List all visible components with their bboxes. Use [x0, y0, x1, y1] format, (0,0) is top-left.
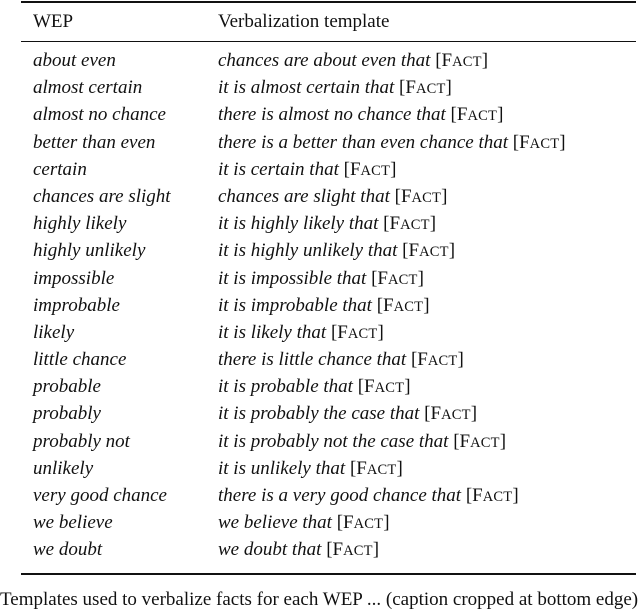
template-text: there is a better than even chance that: [218, 131, 509, 153]
fact-placeholder: [424, 403, 477, 424]
table-row: [21, 47, 636, 74]
table-body: [21, 47, 636, 564]
table-row: [21, 373, 636, 400]
template-cell: [218, 536, 379, 565]
fact-close-bracket: ]: [390, 158, 397, 180]
fact-placeholder: [331, 322, 384, 343]
fact-open-bracket: [: [399, 77, 406, 99]
fact-first-letter: F: [456, 104, 468, 126]
template-text: there is almost no chance that: [218, 104, 446, 126]
template-cell: [218, 210, 436, 239]
fact-first-letter: F: [349, 158, 361, 180]
fact-smallcaps: ACT: [419, 244, 449, 261]
fact-placeholder: [358, 376, 411, 397]
fact-placeholder: [337, 512, 390, 533]
template-cell: [218, 373, 411, 402]
fact-close-bracket: ]: [457, 349, 464, 371]
table-row: [21, 509, 636, 536]
template-cell: [218, 400, 477, 429]
fact-first-letter: F: [519, 131, 530, 153]
template-text: it is almost certain that: [218, 77, 395, 99]
template-text: chances are about even that: [218, 50, 431, 71]
table-row: [21, 482, 636, 509]
fact-placeholder: [344, 159, 397, 180]
fact-open-bracket: [: [326, 539, 333, 561]
fact-close-bracket: ]: [470, 403, 478, 425]
fact-close-bracket: ]: [404, 376, 411, 398]
table-header-rule: [21, 41, 636, 42]
wep-cell: probably: [33, 403, 101, 425]
wep-cell: better than even: [33, 131, 156, 153]
wep-cell: almost no chance: [33, 104, 166, 126]
template-cell: [218, 455, 403, 484]
fact-open-bracket: [: [435, 50, 442, 71]
fact-open-bracket: [: [336, 512, 344, 534]
template-text: it is probably the case that: [218, 403, 420, 425]
fact-close-bracket: ]: [481, 50, 489, 71]
fact-first-letter: F: [430, 403, 442, 425]
wep-cell: we believe: [33, 512, 113, 534]
fact-close-bracket: ]: [499, 430, 507, 452]
template-cell: [218, 265, 424, 294]
fact-close-bracket: ]: [497, 104, 504, 126]
fact-close-bracket: ]: [417, 267, 424, 289]
fact-first-letter: F: [405, 77, 416, 99]
fact-placeholder: [399, 77, 452, 98]
template-cell: [218, 47, 488, 76]
fact-placeholder: [383, 213, 436, 234]
fact-open-bracket: [: [512, 131, 520, 153]
fact-smallcaps: ACT: [360, 162, 391, 179]
wep-cell: chances are slight: [33, 185, 171, 207]
wep-cell: certain: [33, 158, 87, 180]
table-row: [21, 292, 636, 319]
template-text: it is highly likely that: [218, 213, 379, 235]
fact-open-bracket: [: [371, 267, 378, 289]
fact-close-bracket: ]: [423, 294, 430, 316]
fact-open-bracket: [: [453, 430, 460, 452]
wep-cell: likely: [33, 321, 75, 343]
wep-cell: little chance: [33, 349, 127, 371]
fact-smallcaps: ACT: [374, 380, 405, 397]
template-text: it is probably not the case that: [218, 430, 449, 452]
wep-cell: about even: [33, 50, 116, 71]
fact-open-bracket: [: [402, 240, 409, 262]
table-row: [21, 183, 636, 210]
fact-placeholder: [371, 268, 424, 289]
fact-smallcaps: ACT: [353, 516, 384, 533]
table-header-row: [21, 8, 636, 36]
fact-placeholder: [435, 50, 488, 71]
template-cell: [218, 319, 384, 348]
template-text: we believe that: [218, 512, 332, 534]
template-cell: [218, 292, 430, 321]
fact-placeholder: [411, 349, 464, 370]
fact-close-bracket: ]: [377, 321, 384, 343]
wep-cell: probable: [33, 376, 101, 398]
fact-open-bracket: [: [383, 213, 390, 235]
wep-cell: improbable: [33, 294, 120, 316]
template-text: there is little chance that: [218, 349, 407, 371]
fact-smallcaps: ACT: [347, 325, 378, 342]
fact-smallcaps: ACT: [482, 489, 513, 505]
fact-first-letter: F: [389, 213, 401, 235]
fact-close-bracket: ]: [396, 457, 403, 479]
fact-smallcaps: ACT: [415, 81, 446, 98]
table-row: [21, 319, 636, 346]
fact-first-letter: F: [459, 430, 471, 452]
template-text: there is a very good chance that: [218, 485, 462, 506]
fact-placeholder: [395, 186, 448, 207]
template-cell: [218, 74, 452, 103]
template-cell: [218, 237, 455, 266]
fact-placeholder: [377, 295, 430, 316]
fact-close-bracket: ]: [448, 240, 456, 262]
fact-open-bracket: [: [450, 104, 457, 126]
fact-open-bracket: [: [330, 321, 338, 343]
fact-smallcaps: ACT: [470, 434, 500, 451]
fact-open-bracket: [: [349, 457, 357, 479]
template-text: chances are slight that: [218, 185, 390, 207]
fact-placeholder: [466, 485, 519, 506]
template-cell: [218, 156, 396, 185]
header-template: Verbalization template: [218, 11, 390, 32]
fact-close-bracket: ]: [429, 213, 437, 235]
template-cell: [218, 346, 464, 375]
fact-smallcaps: ACT: [393, 298, 424, 315]
fact-open-bracket: [: [465, 485, 473, 506]
fact-smallcaps: ACT: [452, 54, 482, 70]
table-row: [21, 101, 636, 128]
fact-smallcaps: ACT: [343, 543, 373, 560]
fact-open-bracket: [: [410, 349, 418, 371]
template-text: it is impossible that: [218, 267, 367, 289]
fact-placeholder: [453, 431, 506, 452]
caption-text: Templates used to verbalize facts for each WEP ... (caption cropped at bottom edge): [0, 589, 639, 610]
table-row: [21, 237, 636, 264]
header-wep: WEP: [33, 11, 74, 32]
fact-smallcaps: ACT: [427, 353, 458, 370]
fact-open-bracket: [: [394, 185, 401, 207]
fact-smallcaps: ACT: [467, 108, 498, 125]
fact-close-bracket: ]: [372, 539, 380, 561]
table-row: [21, 129, 636, 156]
table-row: [21, 428, 636, 455]
wep-cell: almost certain: [33, 77, 143, 99]
template-cell: [218, 183, 447, 212]
fact-close-bracket: ]: [383, 512, 390, 534]
template-text: it is certain that: [218, 158, 339, 180]
fact-first-letter: F: [400, 185, 412, 207]
fact-open-bracket: [: [424, 403, 431, 425]
fact-open-bracket: [: [343, 158, 350, 180]
fact-close-bracket: ]: [441, 185, 448, 207]
table-top-rule: [21, 1, 636, 3]
template-text: it is highly unlikely that: [218, 240, 398, 262]
fact-first-letter: F: [332, 539, 344, 561]
wep-cell: unlikely: [33, 457, 94, 479]
wep-cell: highly likely: [33, 213, 127, 235]
wep-cell: very good chance: [33, 485, 167, 506]
fact-first-letter: F: [337, 321, 348, 343]
fact-placeholder: [513, 132, 566, 153]
fact-placeholder: [451, 104, 504, 125]
fact-first-letter: F: [408, 240, 420, 262]
fact-first-letter: F: [356, 457, 367, 479]
table-row: [21, 156, 636, 183]
template-text: it is improbable that: [218, 294, 372, 316]
template-text: we doubt that: [218, 539, 322, 561]
fact-close-bracket: ]: [559, 131, 566, 153]
fact-first-letter: F: [417, 349, 428, 371]
template-cell: [218, 129, 566, 158]
fact-smallcaps: ACT: [387, 271, 418, 288]
wep-cell: probably not: [33, 430, 130, 452]
fact-placeholder: [350, 458, 403, 479]
template-text: it is likely that: [218, 321, 327, 343]
template-cell: [218, 482, 519, 511]
table-row: [21, 536, 636, 563]
template-text: it is probable that: [218, 376, 353, 398]
table-row: [21, 346, 636, 373]
table-row: [21, 210, 636, 237]
fact-first-letter: F: [383, 294, 394, 316]
fact-smallcaps: ACT: [400, 217, 430, 234]
table-bottom-rule: [21, 573, 636, 575]
fact-placeholder: [402, 240, 455, 261]
fact-first-letter: F: [441, 50, 453, 71]
table-row: [21, 455, 636, 482]
fact-first-letter: F: [377, 267, 388, 289]
wep-cell: we doubt: [33, 539, 103, 561]
fact-open-bracket: [: [357, 376, 365, 398]
fact-smallcaps: ACT: [529, 135, 560, 152]
fact-first-letter: F: [364, 376, 375, 398]
fact-smallcaps: ACT: [366, 461, 397, 478]
fact-first-letter: F: [343, 512, 354, 534]
table-row: [21, 74, 636, 101]
table-caption-cropped: [0, 588, 640, 612]
fact-smallcaps: ACT: [441, 407, 471, 424]
template-text: it is unlikely that: [218, 457, 346, 479]
fact-smallcaps: ACT: [411, 189, 442, 206]
fact-first-letter: F: [472, 485, 483, 506]
template-cell: [218, 509, 390, 538]
fact-close-bracket: ]: [512, 485, 519, 506]
wep-cell: impossible: [33, 267, 115, 289]
fact-open-bracket: [: [376, 294, 384, 316]
table-row: [21, 400, 636, 427]
template-cell: [218, 428, 506, 457]
template-cell: [218, 101, 503, 130]
fact-close-bracket: ]: [445, 77, 452, 99]
fact-placeholder: [326, 539, 379, 560]
table-row: [21, 265, 636, 292]
wep-cell: highly unlikely: [33, 240, 146, 262]
